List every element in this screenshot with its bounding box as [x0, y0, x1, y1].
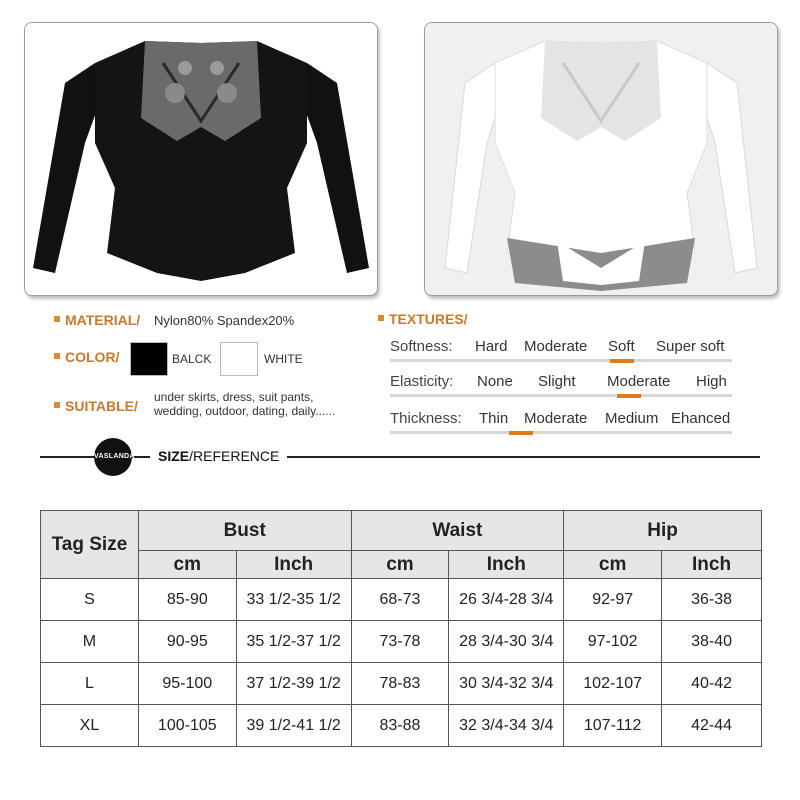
brand-logo: VASLANDA: [94, 438, 132, 476]
softness-label: Softness:: [390, 338, 453, 355]
table-row: [41, 579, 762, 621]
size-reference-title: SIZE/REFERENCE: [150, 448, 287, 464]
table-cell: XL: [41, 705, 139, 747]
thickness-option-ehanced: Ehanced: [671, 410, 731, 427]
table-cell: 85-90: [138, 579, 236, 621]
elasticity-indicator: [617, 394, 641, 398]
table-cell: 107-112: [564, 705, 662, 747]
table-cell: 40-42: [662, 663, 762, 705]
header-tag-size: Tag Size: [41, 511, 139, 579]
thickness-option-medium: Medium: [605, 410, 659, 427]
table-cell: 26 3/4-28 3/4: [449, 579, 564, 621]
color-label: COLOR/: [54, 349, 119, 365]
elasticity-label: Elasticity:: [390, 373, 454, 390]
elasticity-option-high: High: [696, 373, 727, 390]
unit-header: Inch: [449, 551, 564, 579]
product-image-black: [24, 22, 378, 296]
table-cell: 97-102: [564, 621, 662, 663]
header-hip: Hip: [564, 511, 762, 551]
table-cell: 100-105: [138, 705, 236, 747]
softness-option-moderate: Moderate: [524, 338, 588, 355]
table-cell: 92-97: [564, 579, 662, 621]
size-divider: [40, 456, 760, 458]
unit-header: Inch: [236, 551, 351, 579]
bullet-icon: [54, 402, 60, 408]
table-cell: 30 3/4-32 3/4: [449, 663, 564, 705]
table-cell: 68-73: [351, 579, 449, 621]
elasticity-option-none: None: [477, 373, 513, 390]
black-bodysuit-illustration: [25, 23, 377, 295]
size-table: [40, 510, 762, 747]
softness-indicator: [610, 359, 634, 363]
textures-label: TEXTURES/: [378, 311, 468, 327]
table-cell: L: [41, 663, 139, 705]
bullet-icon: [54, 353, 60, 359]
table-cell: 36-38: [662, 579, 762, 621]
unit-header: cm: [564, 551, 662, 579]
table-cell: 102-107: [564, 663, 662, 705]
softness-option-super-soft: Super soft: [656, 338, 725, 355]
softness-scale: [390, 359, 732, 362]
table-cell: 78-83: [351, 663, 449, 705]
table-row: [41, 621, 762, 663]
table-cell: 95-100: [138, 663, 236, 705]
thickness-scale: [390, 431, 732, 434]
thickness-option-moderate: Moderate: [524, 410, 588, 427]
header-waist: Waist: [351, 511, 564, 551]
suitable-line-2: wedding, outdoor, dating, daily......: [154, 404, 336, 418]
unit-header: cm: [351, 551, 449, 579]
table-cell: 73-78: [351, 621, 449, 663]
table-cell: S: [41, 579, 139, 621]
table-cell: 28 3/4-30 3/4: [449, 621, 564, 663]
table-cell: 37 1/2-39 1/2: [236, 663, 351, 705]
table-cell: 33 1/2-35 1/2: [236, 579, 351, 621]
material-value: Nylon80% Spandex20%: [154, 313, 295, 328]
suitable-line-1: under skirts, dress, suit pants,: [154, 390, 314, 404]
suitable-label: SUITABLE/: [54, 398, 138, 414]
softness-option-hard: Hard: [475, 338, 508, 355]
thickness-option-thin: Thin: [479, 410, 509, 427]
table-cell: M: [41, 621, 139, 663]
thickness-indicator: [509, 431, 533, 435]
bullet-icon: [378, 315, 384, 321]
elasticity-scale: [390, 394, 732, 397]
table-cell: 83-88: [351, 705, 449, 747]
color-name-white: WHITE: [264, 352, 303, 366]
table-cell: 39 1/2-41 1/2: [236, 705, 351, 747]
softness-option-soft: Soft: [608, 338, 635, 355]
product-image-white: [424, 22, 778, 296]
material-label: MATERIAL/: [54, 312, 140, 328]
color-swatch-white[interactable]: [220, 342, 258, 376]
elasticity-option-slight: Slight: [538, 373, 576, 390]
white-bodysuit-illustration: [425, 23, 777, 295]
table-cell: 90-95: [138, 621, 236, 663]
table-row: [41, 705, 762, 747]
table-cell: 32 3/4-34 3/4: [449, 705, 564, 747]
table-cell: 42-44: [662, 705, 762, 747]
table-row: [41, 663, 762, 705]
header-bust: Bust: [138, 511, 351, 551]
unit-header: Inch: [662, 551, 762, 579]
elasticity-option-moderate: Moderate: [607, 373, 671, 390]
table-cell: 35 1/2-37 1/2: [236, 621, 351, 663]
color-name-black: BALCK: [172, 352, 212, 366]
color-swatch-black[interactable]: [130, 342, 168, 376]
unit-header: cm: [138, 551, 236, 579]
bullet-icon: [54, 316, 60, 322]
thickness-label: Thickness:: [390, 410, 462, 427]
table-cell: 38-40: [662, 621, 762, 663]
